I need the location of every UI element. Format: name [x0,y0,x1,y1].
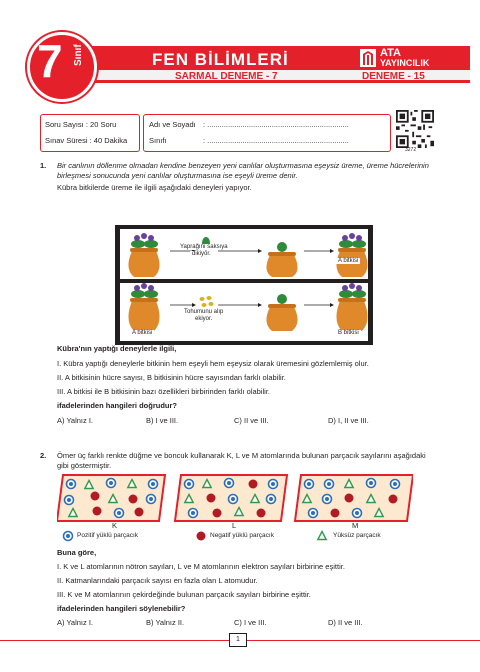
q1-statement-1: I. Kübra yaptığı deneylerle bitkinin hem eşeyli hem eşeysiz olarak üremesini gözlemlemiş olur. [57,359,369,368]
fig-label-leaf: Yaprağını saksıya [180,244,228,250]
q1-prompt: Kübra'nın yaptığı deneylerle ilgili, [57,344,177,353]
pot-with-flowering-plant-a [336,233,367,277]
series-title: SARMAL DENEME - 7 [175,71,278,82]
q2-prompt: Buna göre, [57,548,97,557]
name-label: Adı ve Soyadı [149,120,196,129]
q2-option-b[interactable]: B) Yalnız II. [146,618,185,627]
q2-question: ifadelerinden hangileri söylenebilir? [57,604,186,613]
qr-code-icon [396,110,434,148]
atom-label-m: M [352,521,359,530]
atom-model-m [295,475,413,521]
q2-option-c[interactable]: C) I ve III. [234,618,267,627]
q1-intro-line2: birleşmesi sonucunda yeni canlılar oluşturmasına ise eşeyli üreme denir. [57,171,298,180]
legend-positive: Pozitif yüklü parçacık [77,532,139,539]
q1-statement-2: II. A bitkisinin hücre sayısı, B bitkisinin hücre sayısından farklı olabilir. [57,373,286,382]
pot-with-flowering-plant-b [336,283,367,331]
q2-intro-line2: gibi göstermiştir. [57,461,112,470]
exam-title: DENEME - 15 [362,71,425,82]
q1-option-a[interactable]: A) Yalnız I. [57,416,93,425]
q2-option-a[interactable]: A) Yalnız I. [57,618,93,627]
q1-option-b[interactable]: B) I ve III. [146,416,179,425]
experiment-illustration [120,229,368,341]
pot-with-sprout [266,294,297,331]
legend-neutral: Yüksüz parçacık [333,532,381,539]
pot-with-flowering-plant-a2 [128,283,159,331]
atom-model-l [175,475,287,521]
atom-label-l: L [232,521,237,530]
fig-label-seed: Tohumunu alıp [184,309,224,315]
ata-logo-icon [360,49,376,67]
fig-label-plant-b: B bitkisi [338,330,359,336]
grade-label: Sınıf [73,44,84,66]
q1-intro-line3: Kübra bitkilerde üreme ile ilgili aşağıdaki deneyleri yapıyor. [57,183,252,192]
atom-label-k: K [112,521,118,530]
atom-model-k [57,475,165,521]
q2-statement-3: III. K ve M atomlarının çekirdeğinde bulunan parçacık sayıları birbirine eşittir. [57,590,311,599]
fig-label-plant-a: A bitkisi [338,258,359,264]
qr-code-number: 3272 [405,147,417,153]
positive-particle-icon [62,530,74,542]
q2-statement-1: I. K ve L atomlarının nötron sayıları, L ve M atomlarının elektron sayıları birbirine eşittir. [57,562,345,571]
legend-negative: Negatif yüklü parçacık [210,532,274,539]
pot-with-small-plant [266,242,297,277]
negative-particle-icon [195,530,207,542]
question-count: Soru Sayısı : 20 Soru [45,120,117,129]
question-2-number: 2. [40,451,47,460]
q2-statement-2: II. Katmanlarındaki parçacık sayısı en fazla olan L atomudur. [57,576,258,585]
fig-label-leaf-2: dikiyor. [192,251,211,257]
subject-title: FEN BİLİMLERİ [152,50,289,69]
fig-label-seed-2: ekiyor. [195,316,213,322]
publisher-name: ATA YAYINCILIK [380,47,430,68]
question-1-number: 1. [40,161,47,170]
class-label: Sınıfı [149,136,167,145]
name-field[interactable]: : .................................................................... [203,120,349,129]
q1-option-d[interactable]: D) I, II ve III. [328,416,369,425]
fig-label-plant-a2: A bitkisi [132,330,153,336]
q1-intro-line1: Bir canlının döllenme olmadan kendine benzeyen yeni canlılar oluşturmasına eşeysiz üreme, üreme hücrelerinin [57,161,429,170]
q1-question: ifadelerinden hangileri doğrudur? [57,401,178,410]
class-field[interactable]: : .................................................................... [203,136,349,145]
neutral-particle-icon [316,530,328,542]
q1-statement-3: III. A bitkisi ile B bitkisinin bazı özellikleri birbirinden farklı olabilir. [57,387,271,396]
q2-intro-line1: Ömer üç farklı renkte düğme ve boncuk kullanarak K, L ve M atomlarında bulunan parçacık sayılarını aşağıdaki [57,451,426,460]
q1-option-c[interactable]: C) II ve III. [234,416,269,425]
q2-option-d[interactable]: D) II ve III. [328,618,363,627]
pot-with-flowering-plant [128,233,159,277]
page-number: 1 [229,633,247,647]
grade-number: 7 [37,35,63,87]
exam-duration: Sınav Süresi : 40 Dakika [45,136,128,145]
seeds-icon [200,296,214,307]
